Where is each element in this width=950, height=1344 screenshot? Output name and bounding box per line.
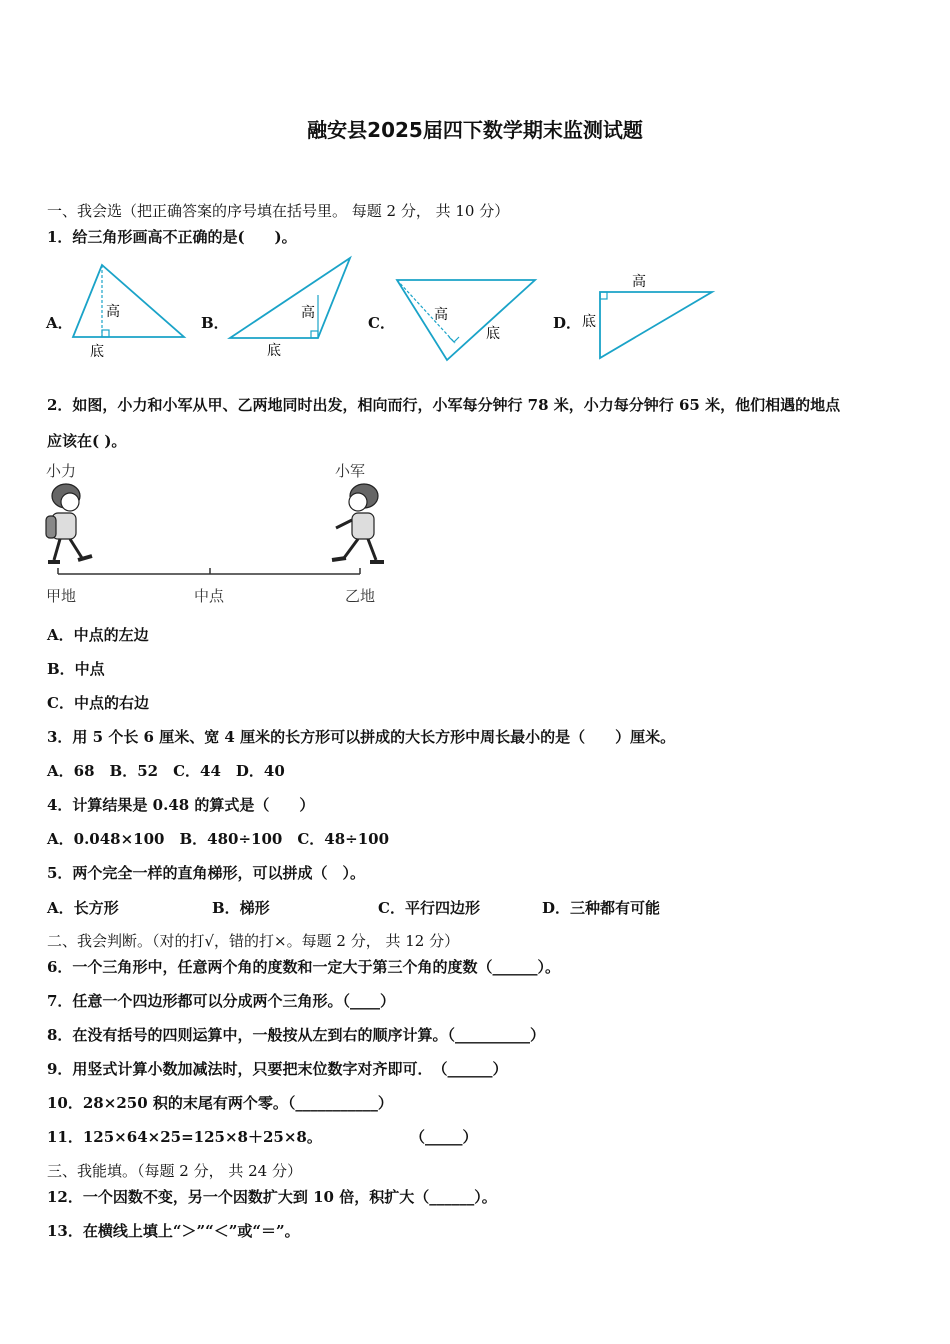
q4-options: A．0.048×100 B．480÷100 C．48÷100 <box>47 830 390 848</box>
page-title: 融安县2025届四下数学期末监测试题 <box>307 118 643 142</box>
section2-header: 二、我会判断。（对的打√，错的打×。每题 2 分， 共 12 分） <box>47 932 460 950</box>
q3-options: A．68 B．52 C．44 D．40 <box>47 762 285 780</box>
q6: 6．一个三角形中，任意两个角的度数和一定大于第三个角的度数（______）。 <box>47 958 560 976</box>
q8: 8．在没有括号的四则运算中，一般按从左到右的顺序计算。（__________） <box>47 1026 545 1044</box>
q5-option-d: D．三种都有可能 <box>542 899 661 917</box>
fig-right-place: 乙地 <box>345 587 376 605</box>
q5-option-a: A．长方形 <box>47 899 119 917</box>
q1-figure-a <box>70 260 190 360</box>
q5-stem: 5．两个完全一样的直角梯形，可以拼成（ ）。 <box>47 864 365 882</box>
q7: 7．任意一个四边形都可以分成两个三角形。（____） <box>47 992 395 1010</box>
q12: 12．一个因数不变，另一个因数扩大到 10 倍，积扩大（______）。 <box>47 1188 497 1206</box>
q5-option-b: B．梯形 <box>212 899 270 917</box>
q1-option-a: A． <box>46 314 73 332</box>
fig-left-place: 甲地 <box>46 587 77 605</box>
q2-stem-line2: 应该在( )。 <box>47 432 127 450</box>
q2-option-a: A．中点的左边 <box>47 626 149 644</box>
fig-left-name: 小力 <box>46 462 77 480</box>
q1-figure-b <box>225 255 355 360</box>
q1-option-b: B． <box>201 314 229 332</box>
q5-option-c: C．平行四边形 <box>378 899 480 917</box>
q9: 9．用竖式计算小数加减法时，只要把末位数字对齐即可． （______） <box>47 1060 508 1078</box>
q1-stem: 1．给三角形画高不正确的是( )。 <box>47 228 297 246</box>
q10: 10．28×250 积的末尾有两个零。（___________） <box>47 1094 393 1112</box>
label-di-a: 底 <box>90 344 104 360</box>
label-di-b: 底 <box>267 343 281 359</box>
label-di-d: 底 <box>582 314 596 330</box>
q3-stem: 3．用 5 个长 6 厘米、宽 4 厘米的长方形可以拼成的大长方形中周长最小的是（ ）厘米。 <box>47 728 676 746</box>
q1-figure-c <box>392 275 542 365</box>
triangle-c <box>397 280 535 360</box>
boy-right-icon <box>332 484 384 562</box>
section1-header: 一、我会选（把正确答案的序号填在括号里。 每题 2 分， 共 10 分） <box>47 202 510 220</box>
boy-left-icon <box>46 484 92 562</box>
q1-option-c: C． <box>368 314 395 332</box>
q4-stem: 4．计算结果是 0.48 的算式是（ ） <box>47 796 315 814</box>
q11-blank: （_____） <box>410 1128 478 1146</box>
q2-stem-line1: 2．如图，小力和小军从甲、乙两地同时出发，相向而行，小军每分钟行 78 米，小力每分钟行 65 米，他们相遇的地点 <box>47 396 841 414</box>
q11-stem: 11．125×64×25=125×8＋25×8。 <box>47 1128 322 1146</box>
label-di-c: 底 <box>486 326 500 342</box>
q1-option-d: D． <box>553 314 582 332</box>
label-gao-c: 高 <box>434 307 448 323</box>
label-gao-a: 高 <box>106 304 120 320</box>
fig-mid-place: 中点 <box>194 587 225 605</box>
q2-option-b: B．中点 <box>47 660 105 678</box>
q2-figure <box>40 458 390 608</box>
triangle-d <box>600 292 712 358</box>
fig-right-name: 小军 <box>335 462 366 480</box>
triangle-a <box>73 265 184 337</box>
q2-option-c: C．中点的右边 <box>47 694 149 712</box>
section3-header: 三、我能填。（每题 2 分， 共 24 分） <box>47 1162 302 1180</box>
q1-figure-d <box>580 270 720 365</box>
triangle-b <box>230 258 350 338</box>
label-gao-d: 高 <box>632 274 646 290</box>
label-gao-b: 高 <box>301 305 315 321</box>
q13: 13．在横线上填上“＞”“＜”或“＝”。 <box>47 1222 300 1240</box>
